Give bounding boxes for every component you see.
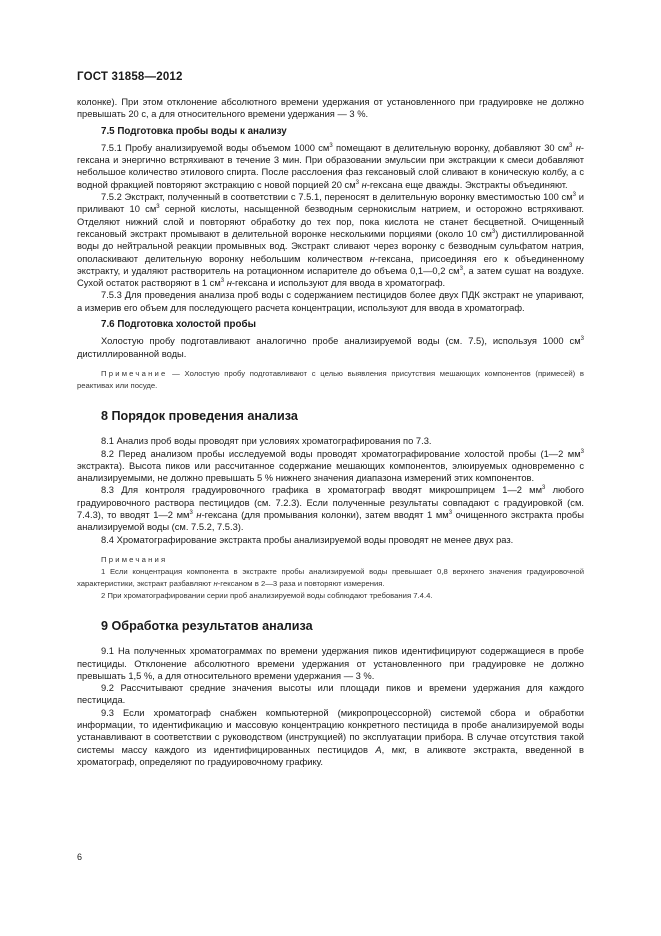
document-body: [77, 96, 584, 768]
note-8-2: 2 При хроматографировании серии проб анализируемой воды соблюдают требования 7.4.4.: [101, 590, 433, 600]
paragraph-7-5-2: 7.5.2 Экстракт, полученный в соответствии с 7.5.1, переносят в делительную воронку вместимостью 100 $см^3$ и приливают 10 $см^3$ серной кислоты, насыщенной безводным сернокислым натрием, и осторожно встряхивают. Отделяют нижний слой и повторяют обработку до тех пор, пока кислота не станет бесцветной. Очищенный гексановый экстракт промывают в делительной воронке несколькими порциями (около 10 $см^3$) дистиллированной воды до нейтральной реакции промывных вод. Экстракт сливают через воронку с безводным сульфатом натрия, ополаскивают делительную воронку небольшим количеством н-гексана, присоединяя его к объединенному экстракту, и удаляют растворитель на ротационном испарителе до объема 0,1—0,2 $см^3$, а затем сушат на воздухе. Сухой остаток растворяют в 1 $см^3$ н-гексана и используют для ввода в хроматограф.: [77, 192, 584, 289]
paragraph-9-1: 9.1 На полученных хроматограммах по времени удержания пиков идентифицируют содержащиеся в пробе пестициды. Отклонение абсолютного времени удержания от установленного при градуировке не должно превышать 1,5 %, а для относительного времени удержания — 3 %.: [77, 646, 584, 681]
section-heading-7-6: 7.6 Подготовка холостой пробы: [101, 319, 256, 331]
paragraph-7-6: Холостую пробу подготавливают аналогично пробе анализируемой воды (см. 7.5), используя 1000 $см^3$ дистиллированной воды.: [77, 336, 584, 359]
note-7-6: Примечание — Холостую пробу подготавливают с целью выявления присутствия мешающих компонентов (примесей) в реактивах или посуде.: [77, 368, 584, 390]
paragraph-7-5-3: 7.5.3 Для проведения анализа проб воды с содержанием пестицидов более двух ПДК экстракт не упаривают, а измерив его объем для последующего расчета концентрации, используют для ввода в хроматограф.: [77, 290, 584, 313]
paragraph-7-5-1: 7.5.1 Пробу анализируемой воды объемом 1000 $см^3$ помещают в делительную воронку, добавляют 30 $см^3$ н-гексана и энергично встряхивают в течение 3 мин. При образовании эмульсии при экстракции к смеси добавляют небольшое количество этилового спирта. После расслоения фаз гексановый слой сливают в коническую колбу, а с водной фракцией повторяют экстракцию с новой порцией 20 $см^3$ н-гексана еще дважды. Экстракты объединяют.: [77, 142, 584, 190]
paragraph-8-1: 8.1 Анализ проб воды проводят при условиях хроматографирования по 7.3.: [101, 436, 432, 447]
document-header: ГОСТ 31858—2012: [77, 71, 183, 83]
page-number: 6: [77, 852, 83, 862]
notes-label: Примечания: [101, 554, 168, 564]
paragraph-9-2: 9.2 Рассчитывают средние значения высоты или площади пиков и времени удержания для каждого пестицида.: [77, 683, 584, 706]
paragraph-8-4: 8.4 Хроматографирование экстракта пробы анализируемой воды проводят не менее двух раз.: [101, 534, 514, 545]
section-heading-8: 8 Порядок проведения анализа: [101, 408, 298, 423]
section-heading-9: 9 Обработка результатов анализа: [101, 618, 313, 633]
notes-8: [77, 554, 584, 602]
section-heading-7-5: 7.5 Подготовка пробы воды к анализу: [101, 125, 287, 137]
paragraph-continuation: колонке). При этом отклонение абсолютного времени удержания от установленного при градуировке не должно превышать 20 с, а для относительного времени удержания — 3 %.: [77, 97, 584, 120]
note-8-1: 1 Если концентрация компонента в экстракте пробы анализируемой воды превышает 0,8 верхнего значения градуировочной характеристики, экстракт разбавляют н-гексаном в 2—3 раза и повторяют измерения.: [77, 566, 584, 588]
paragraph-8-2: 8.2 Перед анализом пробы исследуемой воды проводят хроматографирование холостой пробы (1—2 $мм^3$ экстракта). Высота пиков или рассчитанное содержание мешающих компонентов, элюируемых одновременно с анализируемыми, не должно превышать 5 % нижнего значения диапазона измерений этих компонентов.: [77, 448, 584, 484]
paragraph-9-3: 9.3 Если хроматограф снабжен компьютерной (микропроцессорной) системой сбора и обработки информации, то идентификацию и массовую концентрацию конкретного пестицида в пробе анализируемой воды устанавливают в соответствии с руководством (инструкцией) по эксплуатации прибора. В случае отсутствия такой системы массу каждого из идентифицированных пестицидов А, мкг, в аликвоте экстракта, введенной в хроматограф, определяют по градуировочному графику.: [77, 707, 584, 767]
paragraph-8-3: 8.3 Для контроля градуировочного графика в хроматограф вводят микрошприцем 1—2 $мм^3$ любого градуировочного раствора пестицидов (см. 7.2.3). Если полученные результаты совпадают с градуировкой (см. 7.4.3), то вводят 1—2 $мм^3$ н-гексана (для промывания колонки), затем вводят 1 $мм^3$ очищенного экстракта пробы анализируемой воды (см. 7.5.2, 7.5.3).: [77, 485, 584, 533]
